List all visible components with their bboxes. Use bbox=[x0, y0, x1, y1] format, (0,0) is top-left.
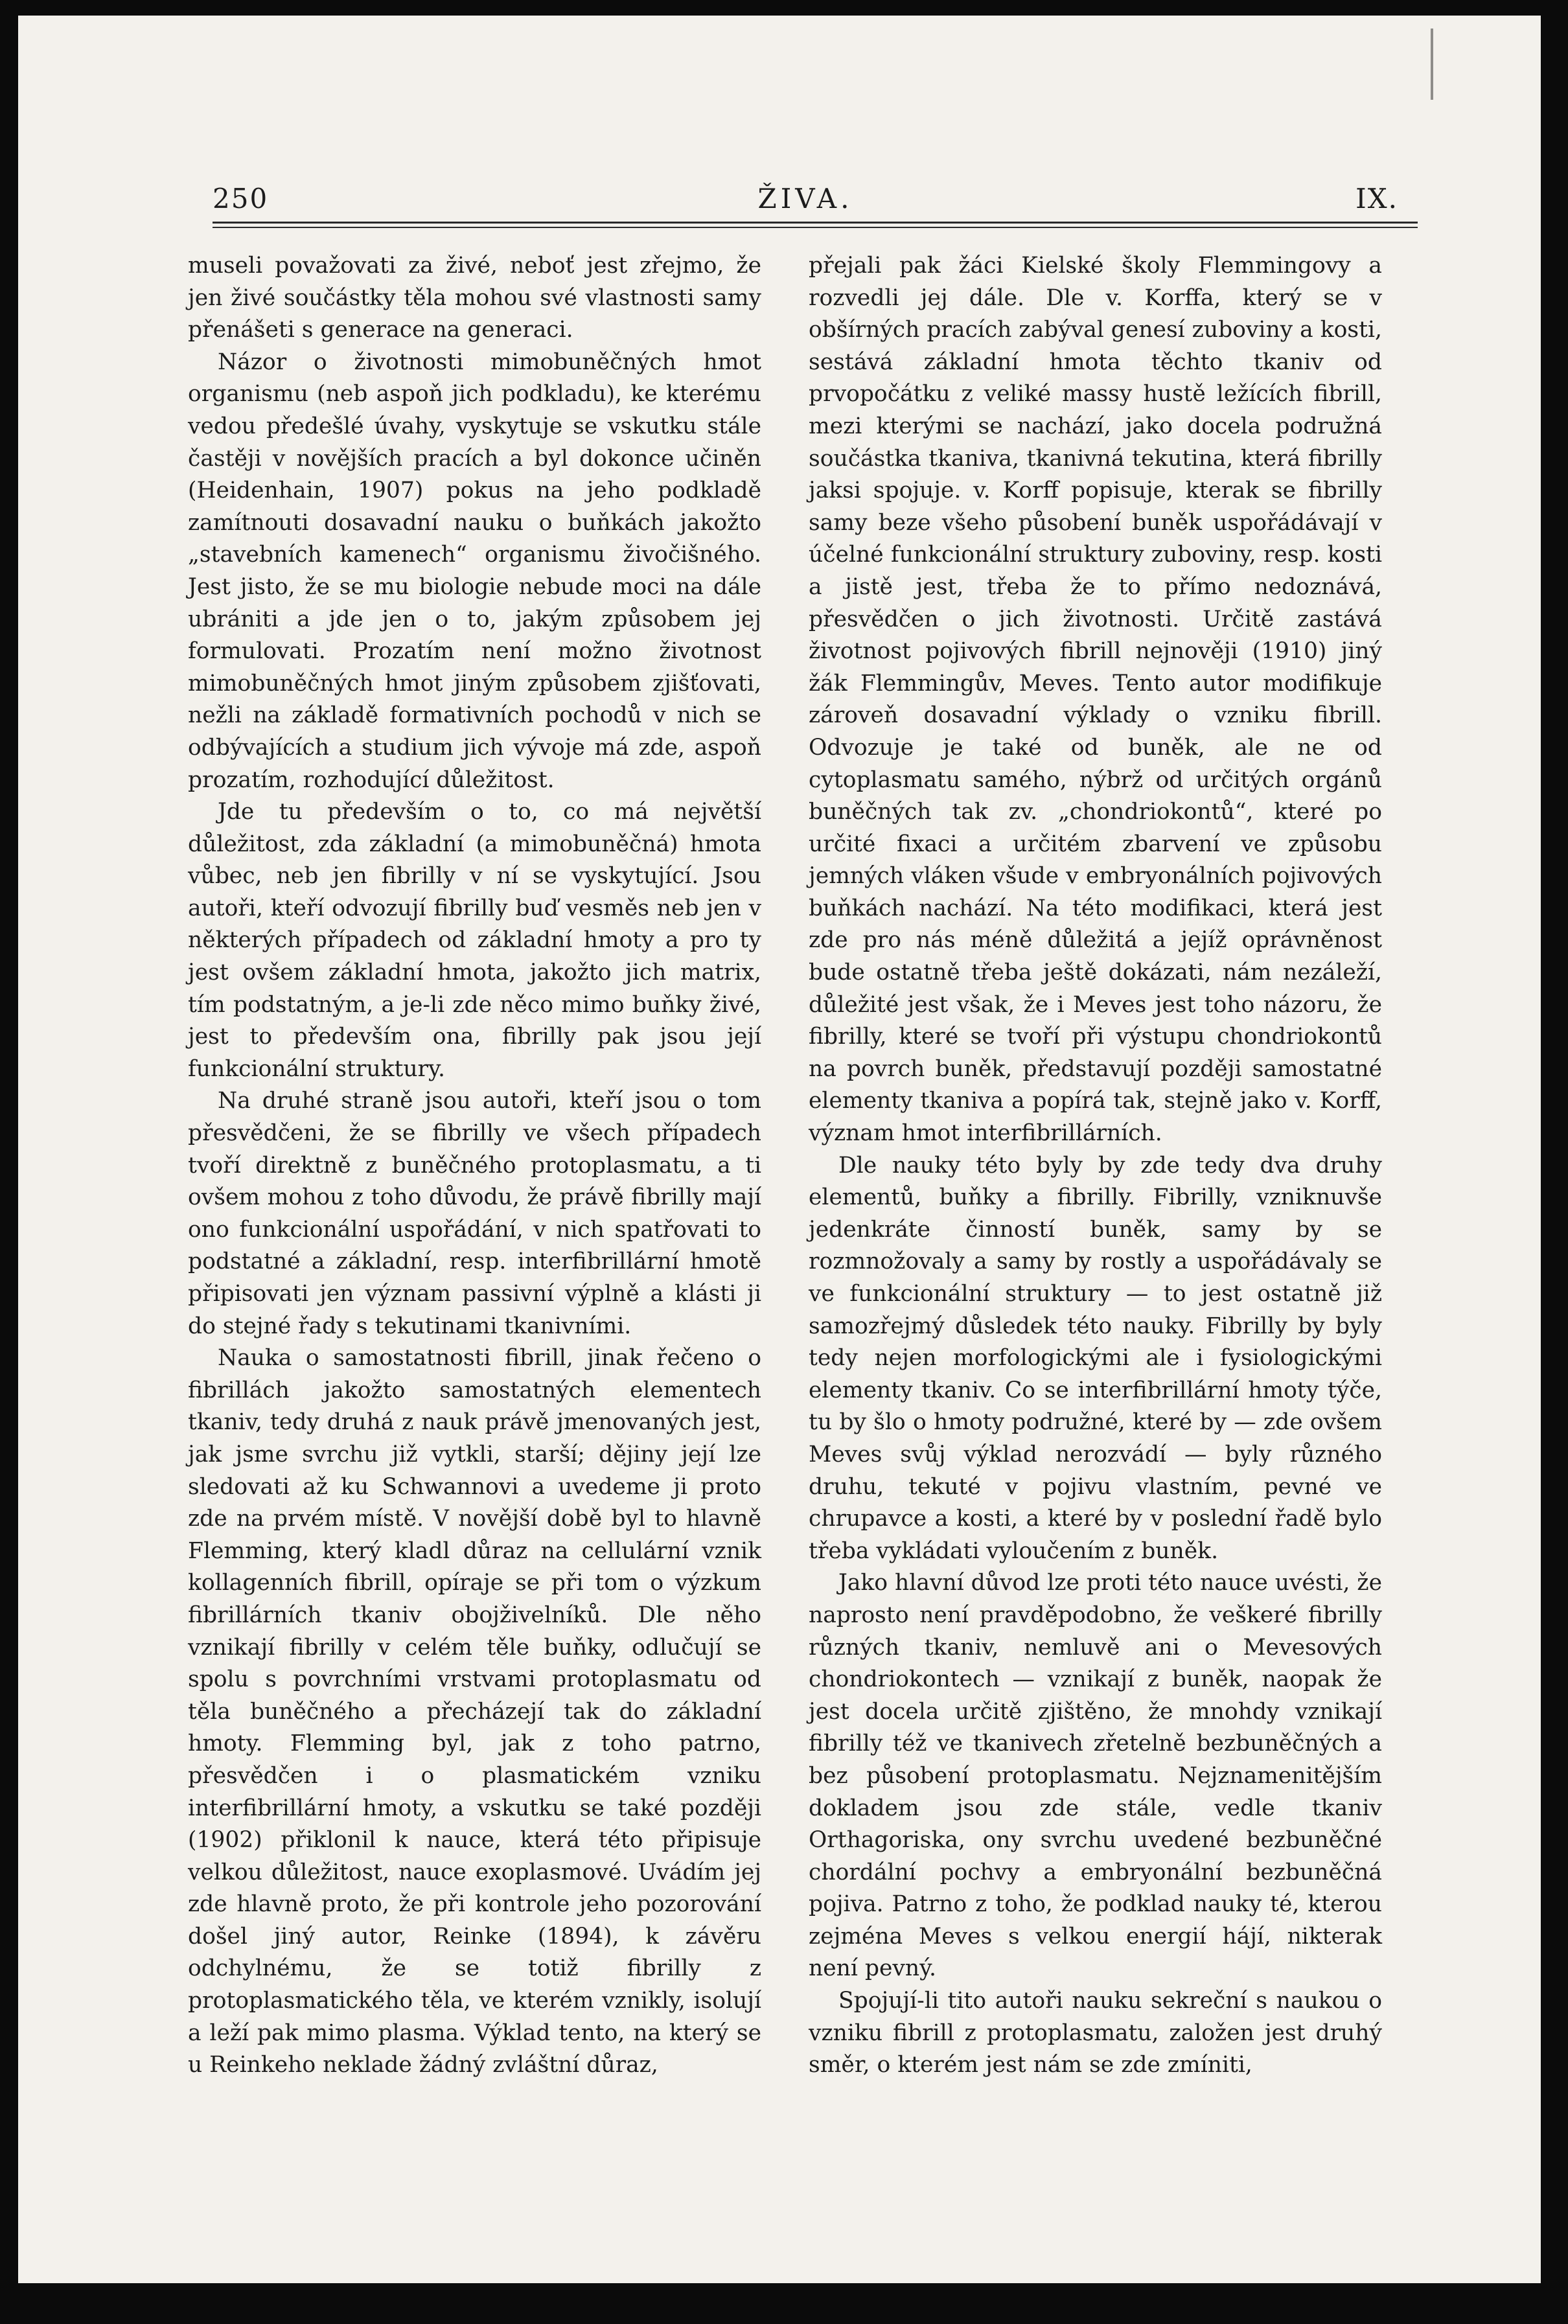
volume-number: IX. bbox=[1355, 183, 1398, 214]
paragraph: Jako hlavní důvod lze proti této nauce uvésti, že naprosto není pravděpodobno, že veškeré fibrilly různých tkaniv, nemluvě ani o Mevesových chondriokontech — vznikají z buněk, naopak že jest docela určitě zjištěno, že mnohdy vznikají fibrilly též ve tkanivech zřetelně bezbuněčných a bez působení protoplasmatu. Nejznamenitějším dokladem jsou zde stále, vedle tkaniv Orthagoriska, ony svrchu uvedené bezbuněčné chordální pochvy a embryonální bezbuněčná pojiva. Patrno z toho, že podklad nauky té, kterou zejména Meves s velkou energií hájí, nikterak není pevný. bbox=[809, 1570, 1382, 1982]
paragraph: Dle nauky této byly by zde tedy dva druhy elementů, buňky a fibrilly. Fibrilly, vzniknuvše jedenkráte činností buněk, samy by se rozmnožovaly a samy by rostly a uspořádávaly se ve funkcionální struktury — to jest ostatně již samozřejmý důsledek této nauky. Fibrilly by byly tedy nejen morfologickými ale i fysiologickými elementy tkaniv. Co se interfibrillární hmoty týče, tu by šlo o hmoty podružné, které by — zde ovšem Meves svůj výklad nerozvádí — byly různého druhu, tekuté v pojivu vlastním, pevné ve chrupavce a kosti, a které by v poslední řadě bylo třeba vykládati vyloučením z buněk. bbox=[809, 1152, 1382, 1564]
running-header bbox=[213, 183, 1398, 222]
paragraph: Jde tu především o to, co má největší důležitost, zda základní (a mimobuněčná) hmota vůbec, neb jen fibrilly v ní se vyskytující. Jsou autoři, kteří odvozují fibrilly buď vesměs neb jen v některých případech od základní hmoty a pro ty jest ovšem základní hmota, jakožto jich matrix, tím podstatným, a je-li zde něco mimo buňky živé, jest to především ona, fibrilly pak jsou její funkcionální struktury. bbox=[188, 799, 761, 1082]
paragraph: Na druhé straně jsou autoři, kteří jsou o tom přesvědčeni, že se fibrilly ve všech případech tvoří direktně z buněčného protoplasmatu, a ti ovšem mohou z toho důvodu, že právě fibrilly mají ono funkcionální uspořádání, v nich spatřovati to podstatné a základní, resp. interfibrillární hmotě připisovati jen význam passivní výplně a klásti ji do stejné řady s tekutinami tkanivními. bbox=[188, 1088, 761, 1339]
scanned-page bbox=[18, 16, 1541, 2283]
journal-title: ŽIVA. bbox=[757, 183, 853, 214]
scan-edge-mark bbox=[1431, 29, 1433, 100]
paragraph: Nauka o samostatnosti fibrill, jinak řečeno o fibrillách jakožto samostatných elementech tkaniv, tedy druhá z nauk právě jmenovaných jest, jak jsme svrchu již vytkli, starší; dějiny její lze sledovati až ku Schwannovi a uvedeme ji proto zde na prvém místě. V novější době byl to hlavně Flemming, který kladl důraz na cellulární vznik kollagenních fibrill, opíraje se při tom o výzkum fibrillárních tkaniv obojživelníků. Dle něho vznikají fibrilly v celém těle buňky, odlučují se spolu s povrchními vrstvami protoplasmatu od těla buněčného a přecházejí tak do základní hmoty. Flemming byl, jak z toho patrno, přesvědčen i o plasmatickém vzniku interfibrillární hmoty, a vskutku se také později (1902) přiklonil k nauce, která této připisuje velkou důležitost, nauce exoplasmové. Uvádím jej zde hlavně proto, že při kontrole jeho pozorování došel jiný autor, Reinke (1894), k závěru odchylnému, že se totiž fibrilly z protoplasmatického těla, ve kterém vznikly, isolují a leží pak mimo plasma. Výklad tento, na který se u Reinkeho neklade žádný zvláštní důraz, bbox=[188, 1345, 761, 2078]
page-number: 250 bbox=[213, 183, 269, 214]
paragraph: přejali pak žáci Kielské školy Flemmingovy a rozvedli jej dále. Dle v. Korffa, který se v obšírných pracích zabýval genesí zuboviny a kosti, sestává základní hmota těchto tkaniv od prvopočátku z veliké massy hustě ležících fibrill, mezi kterými se nachází, jako docela podružná součástka tkaniva, tkanivná tekutina, která fibrilly jaksi spojuje. v. Korff popisuje, kterak se fibrilly samy beze všeho působení buněk uspořádávají v účelné funkcionální struktury zuboviny, resp. kosti a jistě jest, třeba že to přímo nedoznává, přesvědčen o jich životnosti. Určitě zastává životnost pojivových fibrill nejnověji (1910) jiný žák Flemmingův, Meves. Tento autor modifikuje zároveň dosavadní výklady o vzniku fibrill. Odvozuje je také od buněk, ale ne od cytoplasmatu samého, nýbrž od určitých orgánů buněčných tak zv. „chondriokontů“, které po určité fixaci a určitém zbarvení ve způsobu jemných vláken všude v embryonálních pojivových buňkách nachází. Na této modifikaci, která jest zde pro nás méně důležitá a jejíž oprávněnost bude ostatně třeba ještě dokázati, nám nezáleží, důležité jest však, že i Meves jest toho názoru, že fibrilly, které se tvoří při výstupu chondriokontů na povrch buněk, představují později samostatné elementy tkaniva a popírá tak, stejně jako v. Korff, význam hmot interfibrillárních. bbox=[809, 253, 1382, 1147]
header-rule-top bbox=[213, 222, 1418, 224]
paragraph: Názor o životnosti mimobuněčných hmot organismu (neb aspoň jich podkladu), ke kterému vedou předešlé úvahy, vyskytuje se vskutku stále častěji v novějších pracích a byl dokonce učiněn (Heidenhain, 1907) pokus na jeho podkladě zamítnouti dosavadní nauku o buňkách jakožto „stavebních kamenech“ organismu živočišného. Jest jisto, že se mu biologie nebude moci na dále ubrániti a jde jen o to, jakým způsobem jej formulovati. Prozatím není možno životnost mimobuněčných hmot jiným způsobem zjišťovati, nežli na základě formativních pochodů v nich se odbývajících a studium jich vývoje má zde, aspoň prozatím, rozhodující důležitost. bbox=[188, 349, 761, 793]
paragraph: museli považovati za živé, neboť jest zřejmo, že jen živé součástky těla mohou své vlastnosti samy přenášeti s generace na generaci. bbox=[188, 253, 761, 343]
right-column bbox=[809, 250, 1382, 2082]
header-rule-bottom bbox=[213, 227, 1418, 228]
paragraph: Spojují-li tito autoři nauku sekreční s naukou o vzniku fibrill z protoplasmatu, založen jest druhý směr, o kterém jest nám se zde zmíniti, bbox=[809, 1988, 1382, 2078]
left-column bbox=[188, 250, 761, 2082]
